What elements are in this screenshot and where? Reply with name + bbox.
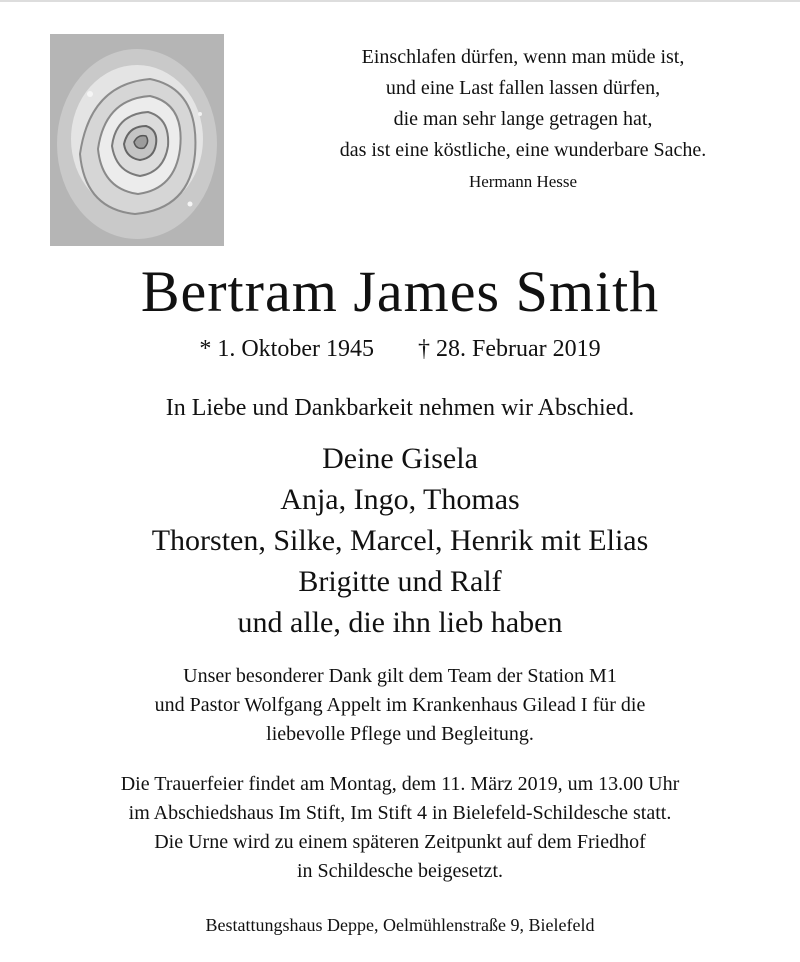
family-line: und alle, die ihn lieb haben bbox=[237, 606, 563, 639]
thanks-line: Unser besonderer Dank gilt dem Team der Station M1 bbox=[183, 665, 617, 687]
poem bbox=[258, 42, 788, 166]
ceremony-line: in Schildesche beigesetzt. bbox=[296, 860, 504, 882]
undertaker-address: Bestattungshaus Deppe, Oelmühlenstraße 9, Bielefeld bbox=[205, 915, 595, 935]
poem-line: und eine Last fallen lassen dürfen, bbox=[385, 77, 661, 99]
death-date: † 28. Februar 2019 bbox=[418, 336, 601, 362]
birth-date: * 1. Oktober 1945 bbox=[199, 336, 374, 362]
rose-photo bbox=[50, 34, 224, 246]
ceremony-line: Die Urne wird zu einem späteren Zeitpunkt auf dem Friedhof bbox=[154, 831, 646, 853]
poem-author: Hermann Hesse bbox=[468, 172, 578, 191]
thanks-line: liebevolle Pflege und Begleitung. bbox=[266, 723, 534, 745]
poem-line: das ist eine köstliche, eine wunderbare Sache. bbox=[339, 139, 707, 161]
family-line: Anja, Ingo, Thomas bbox=[280, 483, 520, 516]
rose-icon bbox=[50, 34, 224, 246]
thanks-line: und Pastor Wolfgang Appelt im Krankenhaus Gilead I für die bbox=[154, 694, 646, 716]
poem-line: die man sehr lange getragen hat, bbox=[393, 108, 653, 130]
ceremony-line: im Abschiedshaus Im Stift, Im Stift 4 in Bielefeld-Schildesche statt. bbox=[128, 802, 672, 824]
family-list bbox=[0, 438, 800, 643]
family-line: Brigitte und Ralf bbox=[298, 565, 502, 598]
farewell-text: In Liebe und Dankbarkeit nehmen wir Abschied. bbox=[165, 395, 635, 421]
life-dates bbox=[0, 336, 800, 363]
poem-line: Einschlafen dürfen, wenn man müde ist, bbox=[361, 46, 685, 68]
family-line: Deine Gisela bbox=[322, 442, 478, 475]
thanks-paragraph bbox=[0, 662, 800, 749]
ceremony-line: Die Trauerfeier findet am Montag, dem 11. März 2019, um 13.00 Uhr bbox=[120, 773, 680, 795]
family-line: Thorsten, Silke, Marcel, Henrik mit Elias bbox=[151, 524, 649, 557]
deceased-name: Bertram James Smith bbox=[140, 259, 660, 324]
ceremony-paragraph bbox=[0, 770, 800, 886]
